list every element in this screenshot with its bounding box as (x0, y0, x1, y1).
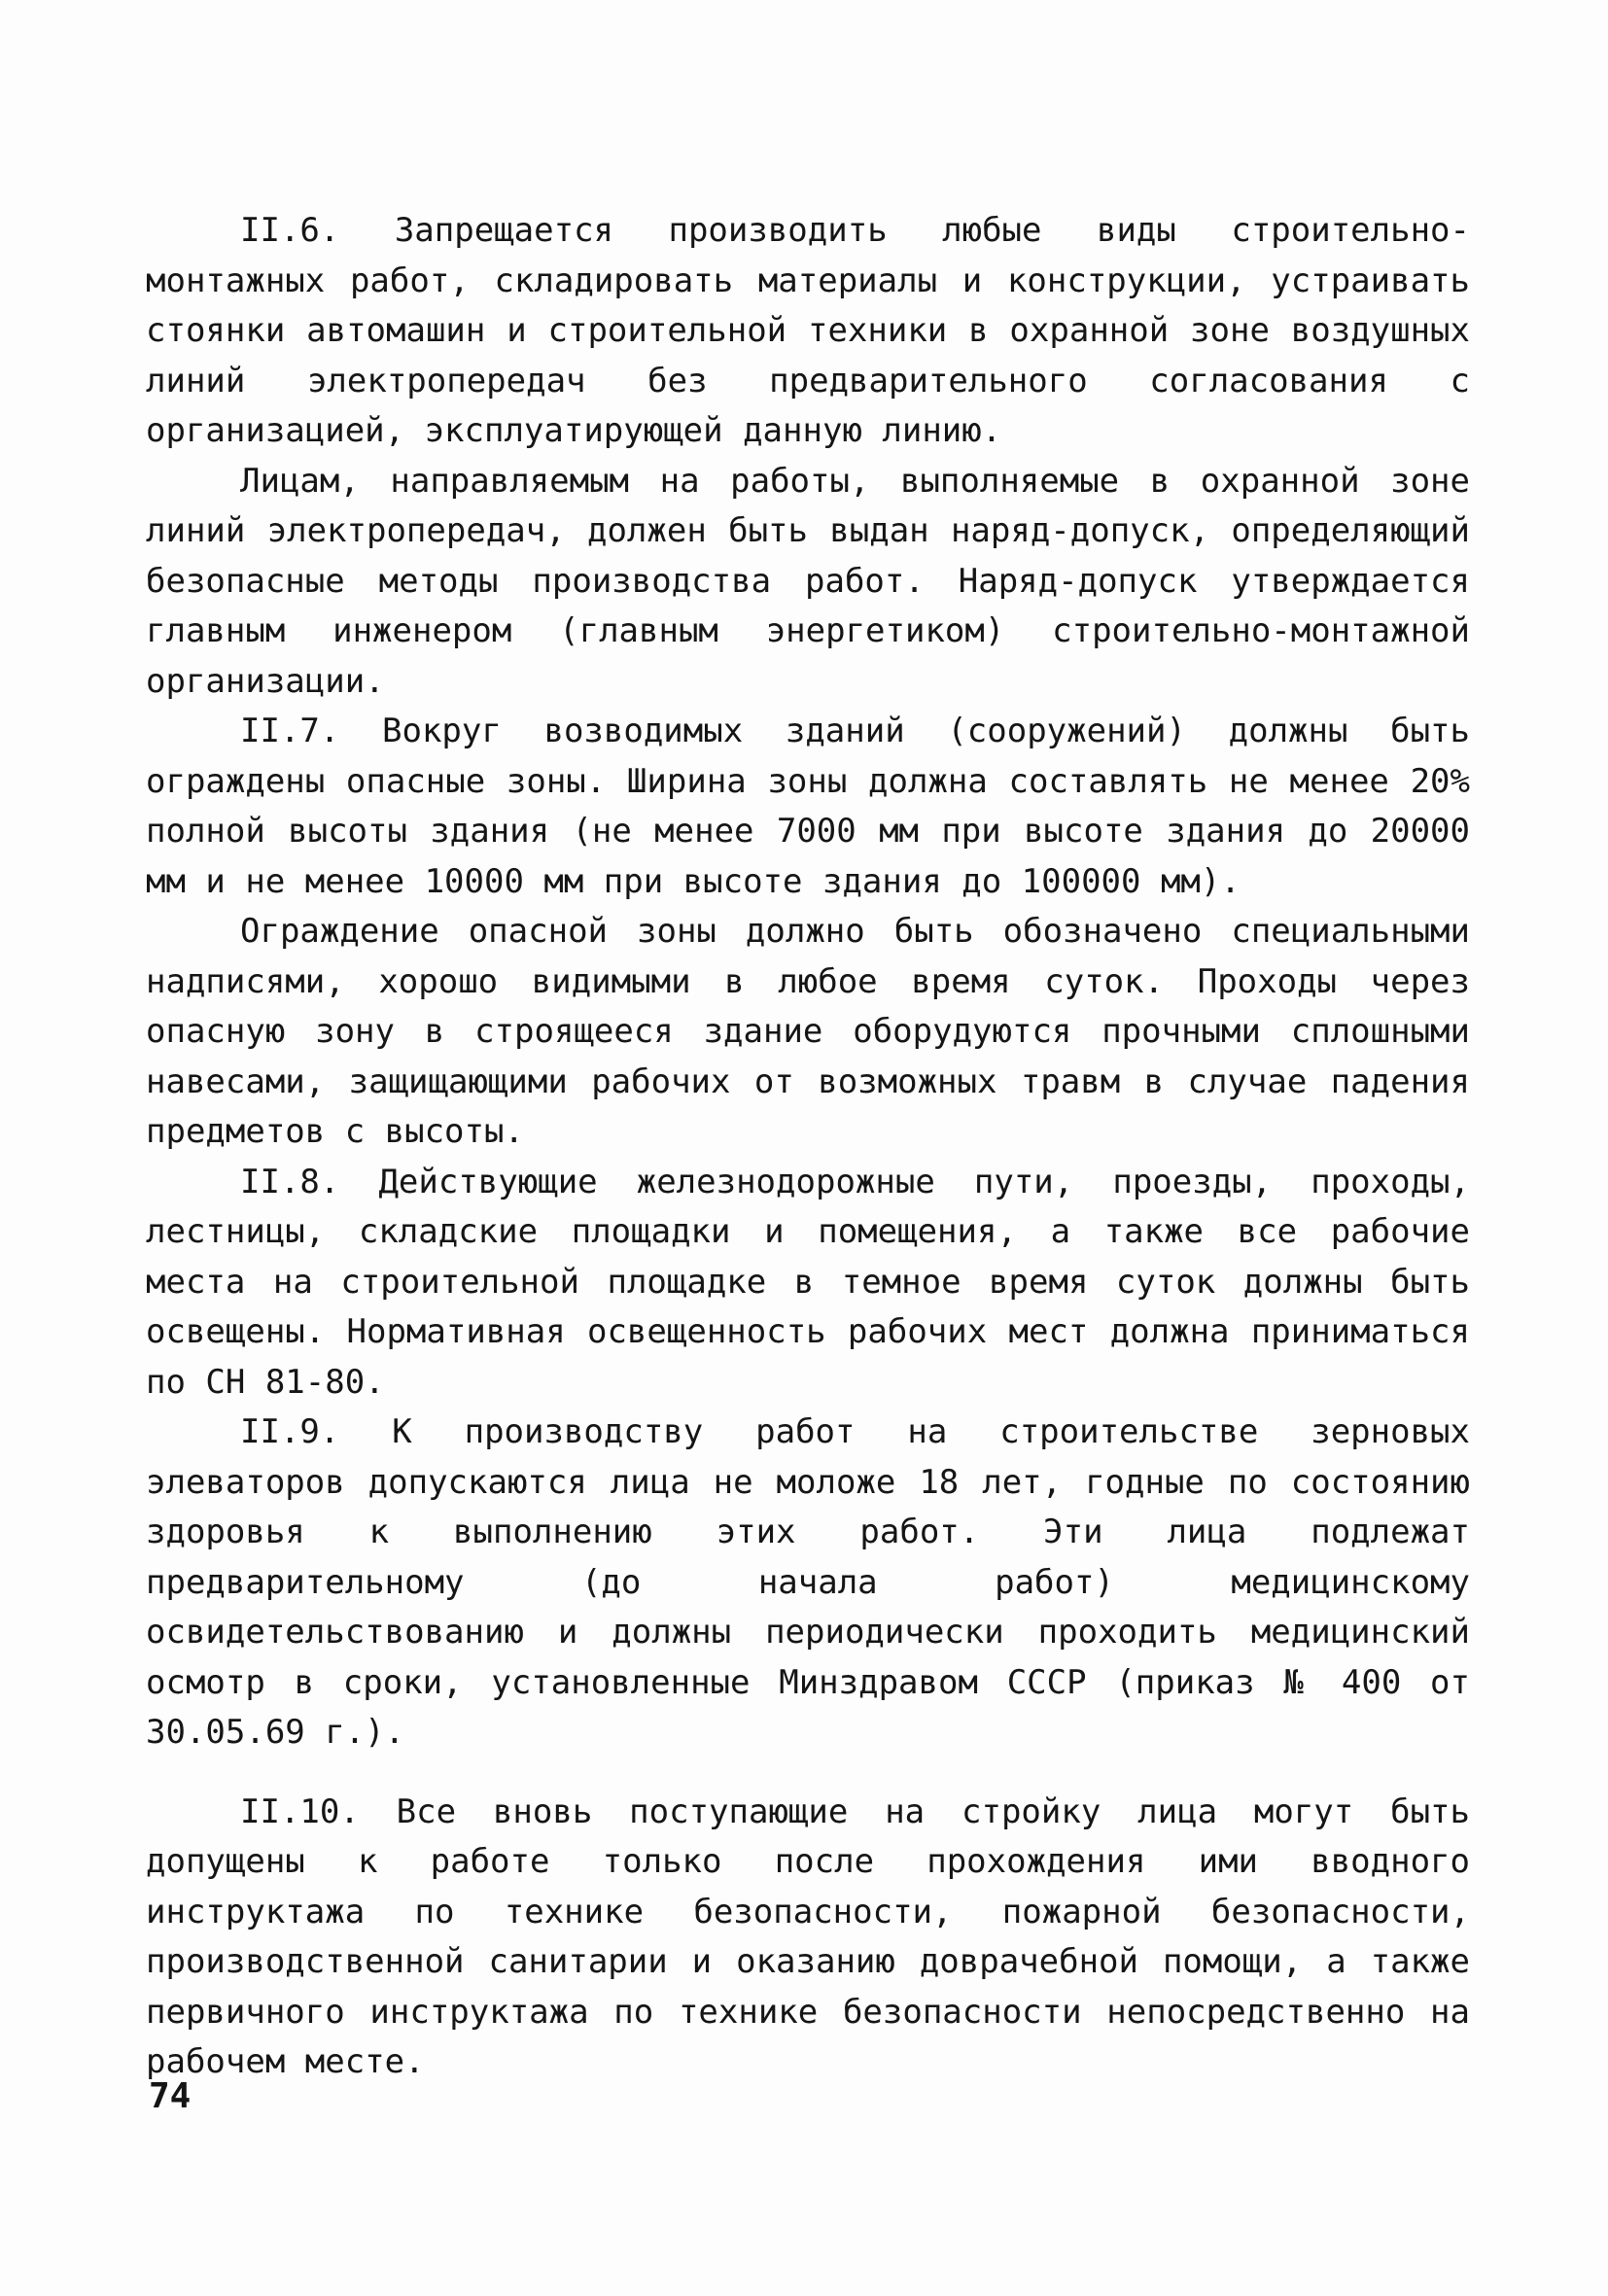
paragraph-11-6-work-permit: Лицам, направляемым на работы, выполняемые в охранной зоне линий электропередач, должен быть выдан наряд-допуск, определяющий безопасные методы производства работ. Наряд-допуск утверждается главным инженером (главным энергетиком) строительно-монтажной организации. (146, 461, 1470, 701)
paragraph-11-7-fencing: Ограждение опасной зоны должно быть обозначено специальными надписями, хорошо видимыми в любое время суток. Проходы через опасную зону в строящееся здание оборудуются прочными сплошными навесами, защищающими рабочих от возможных травм в случае падения предметов с высоты. (146, 912, 1470, 1151)
paragraph-11-9: II.9. К производству работ на строительстве зерновых элеваторов допускаются лица не моложе 18 лет, годные по состоянию здоровья к выполнению этих работ. Эти лица подлежат предварительному (до начала работ) медицинскому освидетельствованию и должны периодически проходить медицинский осмотр в сроки, установленные Минздравом СССР (приказ № 400 от 30.05.69 г.). (146, 1412, 1470, 1752)
paragraph-11-10: II.10. Все вновь поступающие на стройку лица могут быть допущены к работе только после прохождения ими вводного инструктажа по технике безопасности, пожарной безопасности, производственной санитарии и оказанию доврачебной помощи, а также первичного инструктажа по технике безопасности непосредственно на рабочем месте. (146, 1792, 1470, 2081)
paragraph-11-6: II.6. Запрещается производить любые виды строительно-монтажных работ, складировать материалы и конструкции, устраивать стоянки автомашин и строительной техники в охранной зоне воздушных линий электропередач без предварительного согласования с организацией, эксплуатирующей данную линию. (146, 211, 1470, 450)
paragraph-11-8: II.8. Действующие железнодорожные пути, проезды, проходы, лестницы, складские площадки и помещения, а также все рабочие места на строительной площадке в темное время суток должны быть освещены. Нормативная освещенность рабочих мест должна приниматься по СН 81-80. (146, 1162, 1470, 1402)
page-number: 74 (149, 2076, 192, 2116)
document-body (146, 206, 1470, 2088)
paragraph-11-7: II.7. Вокруг возводимых зданий (сооружений) должны быть ограждены опасные зоны. Ширина зоны должна составлять не менее 20% полной высоты здания (не менее 7000 мм при высоте здания до 20000 мм и не менее 10000 мм при высоте здания до 100000 мм). (146, 712, 1470, 901)
